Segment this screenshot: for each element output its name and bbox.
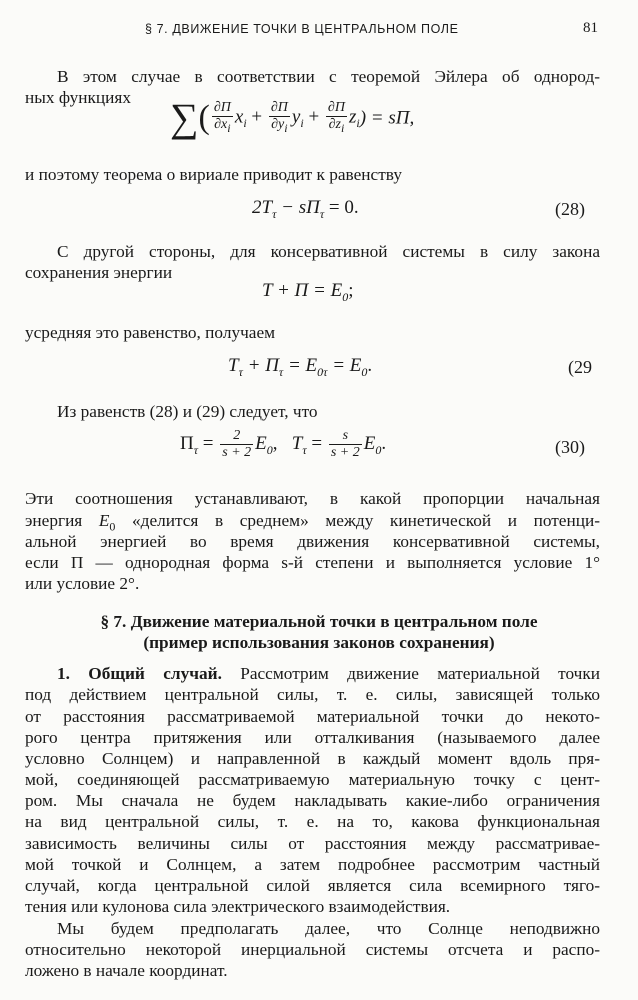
section-subtitle: (пример использования законов сохранения) xyxy=(143,633,495,652)
paragraph-line: относительно некоторой инерциальной системы отсчета и распо- xyxy=(25,940,600,959)
subsection-lead: 1. Общий случай. xyxy=(57,664,222,683)
running-header: § 7. ДВИЖЕНИЕ ТОЧКИ В ЦЕНТРАЛЬНОМ ПОЛЕ xyxy=(145,22,459,36)
section-title: § 7. Движение материальной точки в центральном поле xyxy=(100,612,538,631)
paragraph-line: тения или кулонова сила электрического взаимодействия. xyxy=(25,897,451,916)
equation-number-29: (29 xyxy=(568,357,592,377)
paragraph-line: энергия $E_0$ «делится в среднем» между кинетической и потенци- xyxy=(25,511,600,534)
paragraph-line: и поэтому теорема о вириале приводит к равенству xyxy=(25,165,402,184)
equation-number-30: (30) xyxy=(555,437,585,457)
paragraph-line: если П — однородная форма s-й степени и выполняется условие 1° xyxy=(25,553,600,572)
sum-symbol: ∑ xyxy=(170,95,199,140)
equation-number-28: (28) xyxy=(555,199,585,219)
paragraph-line: случай, когда центральной силой является сила всемирного тяго- xyxy=(25,876,600,895)
paragraph-line: ных функциях xyxy=(25,88,131,107)
equation-euler: ∑( $\frac{\partial П}{\partial x_i}$ $x_i$ + $\frac{\partial П}{\partial y_i}$ $y_i$ + $\frac{\partial П}{\partial z_i}$ $z_i$) = sП, xyxy=(170,95,415,140)
paragraph-line: мой точкой и Солнцем, а затем подробнее рассмотрим частный xyxy=(25,855,600,874)
paragraph-line: ложено в начале координат. xyxy=(25,961,228,980)
paragraph-line: рого центра притяжения или отталкивания (называемого далее xyxy=(25,728,600,747)
paragraph-line: усредняя это равенство, получаем xyxy=(25,323,276,342)
paragraph-line: В этом случае в соответствии с теоремой Эйлера об однород- xyxy=(57,67,600,86)
paragraph-line: Из равенств (28) и (29) следует, что xyxy=(57,402,318,421)
paragraph-line: условно Солнцем) и направленной в каждый момент вдоль пря- xyxy=(25,749,600,768)
equation-29: $T_\tau + П_\tau = E_{0\tau} = E_0$. xyxy=(228,355,373,379)
paragraph-line: С другой стороны, для консервативной системы в силу закона xyxy=(57,242,600,261)
paragraph-line: ром. Мы сначала не будем накладывать какие-либо ограничения xyxy=(25,791,600,810)
page-number: 81 xyxy=(583,20,598,36)
paragraph-line: под действием центральной силы, т. е. силы, зависящей только xyxy=(25,685,600,704)
paragraph-line: Мы будем предполагать далее, что Солнце неподвижно xyxy=(57,919,600,938)
paragraph-line: сохранения энергии xyxy=(25,263,173,282)
paragraph-line: 1. Общий случай. Рассмотрим движение материальной точки xyxy=(57,664,600,683)
paragraph-line: зависимость величины силы от расстояния между рассматривае- xyxy=(25,834,600,853)
equation-energy: $T + П = E_0$; xyxy=(262,280,354,304)
paragraph-line: или условие 2°. xyxy=(25,574,140,593)
paragraph-line: от расстояния рассматриваемой материальной точки до некото- xyxy=(25,707,600,726)
equation-30: $П_\tau$ = $\frac{2}{s + 2}$ $E_0$, $T_\tau$ = $\frac{s}{s + 2}$ $E_0$. xyxy=(180,428,387,461)
equation-28: $2T_\tau - sП_\tau = 0$. xyxy=(252,197,359,221)
paragraph-line: альной энергией во время движения консервативной системы, xyxy=(25,532,600,551)
paragraph-line: на вид центральной силы, т. е. на то, какова функциональная xyxy=(25,812,600,831)
paragraph-line: Эти соотношения устанавливают, в какой пропорции начальная xyxy=(25,489,600,508)
paragraph-line: мой, соединяющей рассматриваемую материальную точку с цент- xyxy=(25,770,600,789)
